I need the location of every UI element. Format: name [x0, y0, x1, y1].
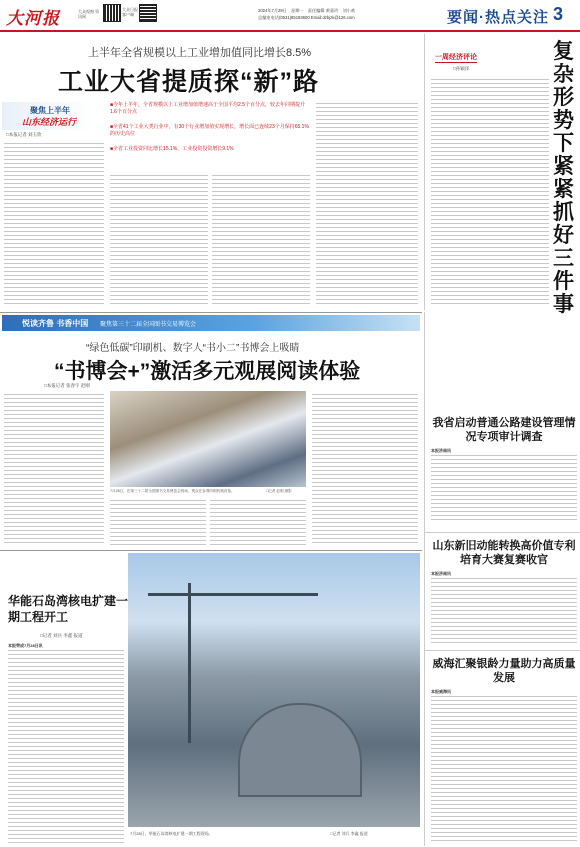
news-byline-2: 本报济南讯	[431, 571, 451, 576]
highlight-item-2	[110, 124, 310, 138]
news-byline-3: 本报威海讯	[431, 689, 451, 694]
news-item-1	[425, 416, 580, 526]
nuclear-story	[0, 550, 422, 847]
news-body-3	[431, 695, 577, 843]
logo-subtitle: 大众视窗 资讯网	[78, 9, 100, 19]
lead-body-col-4	[316, 102, 418, 306]
badge-line-1: 聚焦上半年	[30, 106, 70, 115]
nuclear-photo-credit: □记者 刘兵 李鑫 报道	[330, 831, 368, 836]
banner-text: 聚焦第三十二届全国图书交易博览会	[100, 322, 197, 328]
news-body-1	[431, 454, 577, 522]
book-fair-photo-credit: □记者 赵刚 摄影	[266, 489, 292, 493]
book-fair-body-col-2	[110, 499, 206, 545]
badge-line-2: 山东经济运行	[22, 117, 77, 127]
highlight-item-3	[110, 146, 310, 153]
crane-silhouette	[188, 583, 191, 743]
news-item-3	[425, 650, 580, 847]
contact-line: 总编室电话(0531)85193600 Email:dzbjzk@126.com	[258, 15, 355, 20]
nuclear-site-photo	[128, 553, 420, 827]
lead-badge	[2, 102, 94, 130]
book-fair-story	[0, 312, 422, 549]
logo-emblem-icon	[6, 5, 16, 19]
lead-body-col-2	[110, 174, 208, 306]
highlights-box	[110, 102, 310, 172]
news-item-2	[425, 532, 580, 649]
book-fair-body-col-3	[210, 499, 306, 545]
lead-body-col-1	[4, 142, 104, 306]
book-fair-banner	[2, 315, 420, 331]
nuclear-photo-caption: 7月28日，华能石岛湾核电扩建一期工程现场。	[130, 831, 213, 836]
qr-label-title: 大众日报	[122, 7, 138, 12]
lead-story	[0, 34, 422, 310]
banner-tag: 悦读齐鲁 书香中国	[22, 319, 89, 328]
lead-subtitle: 上半年全省规模以上工业增加值同比增长8.5%	[88, 47, 312, 59]
nuclear-byline: □记者 刘兵 李鑫 报道	[40, 633, 83, 638]
qr-label-sub: 客户端	[122, 12, 134, 17]
masthead	[0, 0, 580, 32]
commentary-body	[431, 78, 549, 306]
commentary-column: 一周经济评论	[435, 54, 477, 61]
nuclear-title: 华能石岛湾核电扩建一期工程开工	[8, 594, 129, 624]
page-number: 3	[553, 4, 564, 24]
bullet-icon: ■	[110, 124, 114, 130]
book-fair-body-col-1	[4, 393, 104, 545]
book-fair-body-col-4	[312, 393, 418, 545]
news-byline-1: 本报济南讯	[431, 448, 451, 453]
lead-byline: □本报记者 刘玉欣	[6, 132, 42, 137]
highlight-item-1	[110, 102, 310, 116]
commentary-title: 复杂形势下紧紧抓好三件事	[553, 40, 574, 316]
news-title-2: 山东新旧动能转换高价值专利培育大赛复赛收官	[432, 540, 576, 566]
qr-code-icon-2	[140, 5, 156, 21]
book-fair-byline: □本报记者 张春宇 赵刚	[44, 383, 90, 388]
crane-arm	[148, 593, 318, 596]
commentary-author: □孙颖泽	[453, 66, 470, 71]
lead-body-col-3	[212, 174, 310, 306]
nuclear-body	[8, 649, 124, 843]
qr-code-icon	[104, 5, 120, 21]
news-title-1: 我省启动普通公路建设管理情况专项审计调查	[432, 417, 576, 443]
lead-title: 工业大省提质探“新”路	[58, 68, 320, 96]
book-fair-subtitle: “绿色低碳”印刷机、数字人“书小二”书博会上吸睛	[86, 343, 300, 354]
news-title-3: 威海汇聚银龄力量助力高质量发展	[432, 658, 576, 684]
bullet-icon: ■	[110, 146, 114, 152]
bullet-icon: ■	[110, 102, 114, 108]
commentary	[424, 34, 580, 316]
newspaper-logo: 大河报	[6, 9, 60, 29]
book-fair-photo-caption: 7月28日，在第三十二届全国图书交易博览会现场，观众在参观印刷机械设备。	[110, 489, 235, 493]
section-title: 要闻·热点关注	[447, 9, 549, 26]
book-fair-title: “书博会+”激活多元观展阅读体验	[54, 360, 361, 383]
news-body-2	[431, 577, 577, 645]
qr-label	[122, 7, 138, 17]
highlight-text-3: 全省工业投资同比增长15.1%，工业投资投资增长9.1%	[113, 146, 234, 152]
book-fair-photo	[110, 391, 306, 487]
right-news-column	[424, 312, 580, 846]
reactor-dome	[238, 703, 362, 797]
date-line: 2024年7月29日 星期一 责任编辑 黄嘉玲 刘小欢	[258, 8, 356, 13]
nuclear-lead: 本报荣成7月28日讯	[8, 643, 43, 648]
highlight-text-1: 今年上半年，全省规模以上工业增加值增速高于全国平均2.5个百分点，较去年同期提升1.6个百分点	[110, 102, 305, 115]
highlight-text-2: 全省41个工业大类行业中，有30个行业增加值实现增长，增长面已连续23个月保持65.1%的历史高位	[110, 124, 309, 137]
